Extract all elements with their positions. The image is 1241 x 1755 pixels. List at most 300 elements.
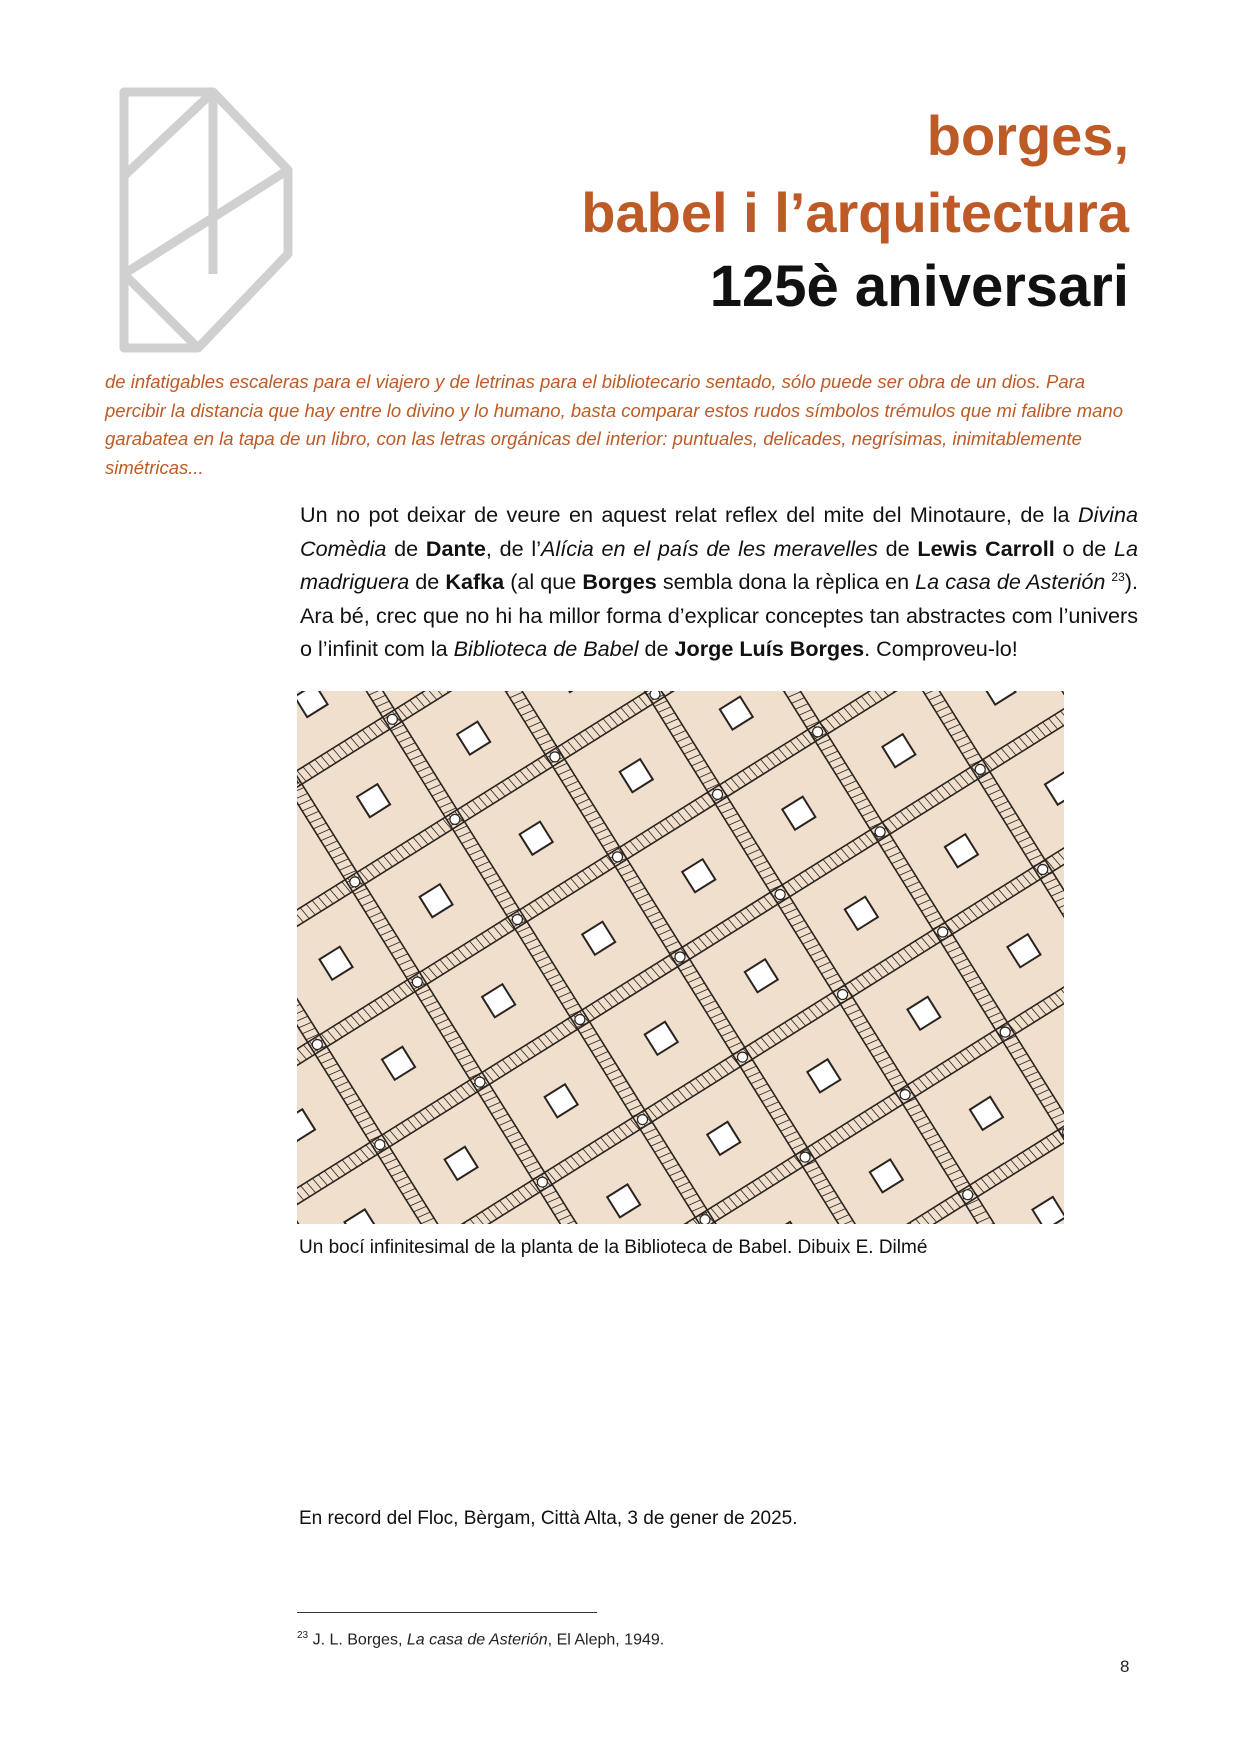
- corridor-line: [684, 971, 697, 977]
- corridor-line: [301, 1186, 310, 1197]
- corridor-line: [583, 1149, 592, 1160]
- corridor-line: [1022, 874, 1031, 885]
- corridor-line: [999, 807, 1012, 813]
- corridor-line: [1033, 1084, 1046, 1090]
- corridor-line: [569, 787, 582, 793]
- corridor-line: [755, 861, 768, 867]
- corridor-line: [615, 711, 624, 722]
- corridor-line: [829, 1134, 838, 1145]
- corridor-line: [357, 1012, 366, 1023]
- corridor-line: [940, 1158, 953, 1164]
- corridor-line: [398, 986, 407, 997]
- corridor-line: [476, 1215, 485, 1224]
- corridor-line: [594, 863, 603, 874]
- corridor-line: [1049, 997, 1058, 1008]
- corridor-line: [597, 1000, 606, 1011]
- corridor-line: [377, 860, 386, 871]
- corridor-line: [473, 856, 486, 862]
- corridor-line: [833, 1209, 846, 1215]
- library-plan-drawing: [297, 691, 1064, 1224]
- corridor-line: [722, 922, 731, 933]
- corridor-line: [1044, 1101, 1057, 1107]
- corridor-line: [719, 1063, 728, 1074]
- corridor-line: [470, 1219, 479, 1224]
- corridor-line: [692, 941, 701, 952]
- corridor-line: [894, 815, 903, 826]
- borges-quote: de infatigables escaleras para el viajero y de letrinas para el bibliotecario sentado, sólo puede ser obra de un dios. Para percibir la distancia que hay entre lo divino y lo humano, basta comparar estos rudos símbolos trémulos que mi falibre mano garabatea en la tapa de un libro, con las letras orgánicas del interior: puntuales, delicades, negrísimas, inimitablemente simétricas...: [105, 371, 1124, 478]
- corridor-line: [580, 805, 593, 811]
- corridor-line: [704, 934, 713, 945]
- corridor-line: [494, 1204, 503, 1215]
- corridor-line: [865, 833, 874, 844]
- corridor-line: [621, 870, 634, 876]
- corridor-line: [692, 760, 705, 766]
- corridor-line: [342, 1160, 351, 1171]
- corridor-line: [514, 774, 523, 785]
- corridor-line: [807, 1167, 820, 1173]
- corridor-line: [437, 1101, 446, 1112]
- corridor-line: [832, 763, 845, 769]
- corridor-line: [452, 952, 461, 963]
- corridor-line: [528, 945, 541, 951]
- corridor-line: [925, 911, 938, 917]
- corridor-line: [947, 1170, 960, 1176]
- corridor-line: [873, 1051, 886, 1057]
- corridor-line: [1043, 722, 1052, 733]
- corridor-line: [508, 1056, 517, 1067]
- corridor-line: [995, 752, 1004, 763]
- corridor-line: [1010, 882, 1019, 893]
- corridor-line: [734, 1193, 743, 1204]
- corridor-line: [540, 962, 553, 968]
- corridor-line: [297, 1193, 298, 1204]
- corridor-line: [909, 945, 918, 956]
- intersection-node: [838, 990, 848, 1000]
- corridor-line: [348, 1156, 357, 1167]
- corridor-line: [478, 797, 487, 808]
- corridor-line: [561, 745, 570, 756]
- intersection-node: [700, 1215, 710, 1224]
- corridor-line: [866, 1039, 879, 1045]
- corridor-line: [336, 859, 349, 865]
- corridor-line: [689, 804, 698, 815]
- corridor-line: [655, 924, 668, 930]
- corridor-line: [766, 756, 775, 767]
- corridor-line: [447, 1037, 460, 1043]
- corridor-line: [365, 1129, 378, 1135]
- corridor-line: [525, 1162, 538, 1168]
- corridor-line: [466, 804, 475, 815]
- corridor-line: [347, 1099, 360, 1105]
- corridor-line: [657, 963, 666, 974]
- corridor-line: [844, 781, 857, 787]
- corridor-line: [449, 1093, 458, 1104]
- hexagon-room: [882, 734, 915, 767]
- corridor-line: [582, 871, 591, 882]
- corridor-line: [431, 1104, 440, 1115]
- corridor-line: [630, 841, 639, 852]
- corridor-line: [395, 731, 408, 737]
- corridor-line: [859, 837, 868, 848]
- corridor-line: [918, 1078, 927, 1089]
- corridor-line: [517, 704, 530, 710]
- corridor-line: [888, 819, 897, 830]
- hexagon-room: [545, 1084, 578, 1117]
- corridor-line: [1029, 1078, 1042, 1084]
- corridor-line: [784, 909, 797, 915]
- corridor-line: [743, 770, 752, 781]
- corridor-line: [858, 805, 871, 811]
- corridor-line: [609, 993, 618, 1004]
- corridor-line: [595, 1141, 604, 1152]
- corridor-line: [434, 691, 443, 696]
- corridor-line: [336, 1164, 345, 1175]
- corridor-line: [624, 1123, 633, 1134]
- corridor-line: [387, 993, 396, 1004]
- corridor-line: [936, 706, 949, 712]
- corridor-line: [603, 841, 616, 847]
- corridor-line: [851, 1015, 864, 1021]
- corridor-line: [1014, 831, 1027, 837]
- corridor-line: [695, 800, 704, 811]
- corridor-line: [978, 1041, 987, 1052]
- corridor-line: [764, 1175, 773, 1186]
- intersection-node: [650, 691, 660, 699]
- corridor-line: [436, 796, 449, 802]
- corridor-line: [562, 1023, 571, 1034]
- corridor-line: [973, 989, 986, 995]
- corridor-line: [948, 1060, 957, 1071]
- corridor-line: [947, 724, 960, 730]
- corridor-line: [297, 912, 303, 923]
- corridor-line: [773, 1114, 786, 1120]
- corridor-line: [867, 693, 876, 704]
- corridor-line: [297, 691, 937, 938]
- corridor-line: [1025, 1072, 1038, 1078]
- corridor-line: [761, 1037, 770, 1048]
- corridor-line: [302, 805, 315, 811]
- corridor-line: [987, 1174, 996, 1185]
- corridor-line: [536, 957, 549, 963]
- corridor-line: [495, 891, 508, 897]
- corridor-line: [297, 1049, 306, 1060]
- corridor-line: [633, 700, 642, 711]
- intersection-node: [638, 1115, 648, 1125]
- corridor-line: [432, 1013, 445, 1019]
- corridor-line: [680, 965, 693, 971]
- body-paragraph: Un no pot deixar de veure en aquest relat reflex del mite del Minotaure, de la Divina Comèdia de Dante, de l’Alícia en el país de les meravelles de Lewis Carroll o de La madriguera de Kafka (al que Borges sembla dona la rèplica en La casa de Asterión $^{23}$). Ara bé, crec que no hi ha millor forma d’explicar conceptes tan abstractes com l’univers o l’infinit com la Biblioteca de Babel de Jorge Luís Borges. Comproveu-lo!: [300, 502, 1138, 662]
- corridor-line: [690, 1082, 699, 1093]
- corridor-line: [988, 1012, 1001, 1018]
- corridor-line: [951, 1176, 964, 1182]
- corridor-line: [1010, 1048, 1023, 1054]
- corridor-line: [817, 863, 826, 874]
- corridor-line: [333, 748, 342, 759]
- corridor-line: [856, 978, 865, 989]
- corridor-line: [936, 789, 945, 800]
- corridor-line: [354, 1152, 363, 1163]
- corridor-line: [810, 1173, 823, 1179]
- corridor-line: [871, 1108, 880, 1119]
- intersection-node: [775, 890, 785, 900]
- corridor-line: [517, 1150, 530, 1156]
- corridor-line: [591, 726, 600, 737]
- corridor-line: [421, 1218, 434, 1224]
- corridor-line: [916, 1219, 925, 1224]
- corridor-line: [640, 900, 653, 906]
- hexagon-room: [520, 822, 553, 855]
- corridor-line: [673, 731, 686, 737]
- corridor-line: [565, 882, 574, 893]
- corridor-line: [744, 1066, 757, 1072]
- corridor-line: [784, 745, 793, 756]
- corridor-line: [853, 1119, 862, 1130]
- corridor-line: [558, 992, 571, 998]
- corridor-line: [592, 1046, 605, 1052]
- corridor-line: [440, 1025, 453, 1031]
- corridor-line: [758, 1090, 771, 1096]
- footnote-ref[interactable]: 23: [1111, 570, 1125, 584]
- corridor-line: [403, 1188, 416, 1194]
- corridor-line: [506, 1197, 515, 1208]
- corridor-line: [376, 701, 389, 707]
- corridor-line: [687, 1223, 696, 1224]
- hexagon-room: [1032, 1197, 1064, 1224]
- corridor-line: [959, 965, 972, 971]
- corridor-line: [660, 1100, 669, 1111]
- corridor-line: [395, 1177, 408, 1183]
- corridor-line: [643, 1129, 656, 1135]
- title-line-2: babel i l’arquitectura: [581, 181, 1129, 244]
- corridor-line: [551, 1203, 564, 1209]
- intersection-node: [450, 814, 460, 824]
- corridor-line: [419, 834, 428, 845]
- corridor-line: [955, 736, 968, 742]
- corridor-line: [936, 1067, 945, 1078]
- corridor-line: [847, 1010, 860, 1016]
- corridor-line: [841, 1126, 850, 1137]
- corridor-line: [684, 748, 697, 754]
- hexagon-room: [457, 722, 490, 755]
- corridor-line: [658, 707, 671, 713]
- corridor-line: [413, 761, 426, 767]
- corridor-line: [981, 1000, 994, 1006]
- corridor-line: [912, 804, 921, 815]
- corridor-line: [692, 983, 705, 989]
- corridor-line: [885, 691, 894, 692]
- intersection-node: [475, 1077, 485, 1087]
- corridor-line: [493, 926, 502, 937]
- corridor-line: [532, 951, 545, 957]
- corridor-line: [951, 953, 964, 959]
- corridor-line: [944, 941, 957, 947]
- corridor-line: [647, 1135, 660, 1141]
- corridor-line: [312, 900, 321, 911]
- corridor-line: [419, 1112, 428, 1123]
- corridor-line: [853, 841, 862, 852]
- hexagon-room: [297, 691, 328, 717]
- corridor-line: [306, 811, 319, 817]
- corridor-line: [821, 745, 834, 751]
- corridor-line: [525, 716, 538, 722]
- corridor-line: [354, 1111, 367, 1117]
- hexagon-room: [345, 1209, 378, 1224]
- corridor-line: [300, 908, 309, 919]
- corridor-line: [734, 915, 743, 926]
- intersection-node: [1000, 1027, 1010, 1037]
- corridor-line: [502, 1060, 511, 1071]
- corridor-line: [380, 930, 393, 936]
- corridor-line: [556, 1026, 565, 1037]
- corridor-line: [571, 878, 580, 889]
- hexagon-room: [945, 834, 978, 867]
- corridor-line: [606, 1069, 619, 1075]
- corridor-line: [521, 933, 534, 939]
- hexagon-room: [1007, 934, 1040, 967]
- corridor-line: [962, 971, 975, 977]
- corridor-line: [543, 968, 556, 974]
- corridor-line: [829, 1203, 842, 1209]
- corridor-line: [899, 691, 1064, 1089]
- corridor-line: [910, 888, 923, 894]
- corridor-line: [503, 903, 516, 909]
- corridor-line: [325, 841, 338, 847]
- corridor-line: [903, 948, 912, 959]
- corridor-line: [924, 1074, 933, 1085]
- corridor-line: [600, 860, 609, 871]
- corridor-line: [740, 1189, 749, 1200]
- corridor-line: [538, 759, 547, 770]
- corridor-line: [440, 960, 449, 971]
- corridor-line: [710, 930, 719, 941]
- corridor-line: [362, 730, 371, 741]
- corridor-line: [947, 947, 960, 953]
- corridor-line: [680, 742, 693, 748]
- corridor-line: [1001, 748, 1010, 759]
- corridor-line: [1055, 993, 1064, 1004]
- corridor-line: [577, 799, 590, 805]
- corridor-line: [954, 1056, 963, 1067]
- corridor-line: [1018, 837, 1031, 843]
- corridor-line: [1013, 741, 1022, 752]
- corridor-line: [1052, 1134, 1061, 1145]
- corridor-line: [729, 820, 742, 826]
- corridor-line: [784, 691, 797, 692]
- corridor-line: [758, 1178, 767, 1189]
- corridor-line: [1014, 1054, 1027, 1060]
- corridor-line: [703, 1001, 716, 1007]
- corridor-line: [677, 1182, 690, 1188]
- corridor-line: [607, 1134, 616, 1145]
- closing-dedication: En record del Floc, Bèrgam, Città Alta, 3 de gener de 2025.: [299, 1508, 798, 1529]
- corridor-line: [462, 838, 475, 844]
- corridor-line: [1059, 902, 1065, 908]
- corridor-line: [472, 800, 481, 811]
- corridor-line: [584, 1034, 597, 1040]
- corridor-line: [897, 952, 906, 963]
- corridor-line: [621, 708, 630, 719]
- corridor-line: [588, 817, 601, 823]
- corridor-line: [512, 1193, 521, 1204]
- corridor-line: [966, 1048, 975, 1059]
- corridor-line: [325, 1064, 338, 1070]
- corridor-line: [874, 967, 883, 978]
- corridor-line: [781, 1125, 794, 1131]
- corridor-line: [918, 1122, 931, 1128]
- corridor-line: [925, 691, 938, 694]
- corridor-line: [591, 823, 604, 829]
- corridor-line: [480, 1090, 493, 1096]
- corridor-line: [297, 762, 561, 1224]
- hexagon-room: [907, 997, 940, 1030]
- corridor-line: [351, 1015, 360, 1026]
- corridor-line: [888, 1075, 901, 1081]
- corridor-line: [345, 1019, 354, 1030]
- corridor-line: [1025, 849, 1038, 855]
- corridor-line: [795, 704, 808, 710]
- corridor-line: [677, 811, 686, 822]
- corridor-line: [306, 904, 315, 915]
- corridor-line: [958, 742, 971, 748]
- corridor-line: [488, 879, 501, 885]
- corridor-line: [714, 1019, 727, 1025]
- corridor-line: [373, 918, 386, 924]
- corridor-line: [836, 1215, 849, 1221]
- corridor-line: [907, 882, 920, 888]
- corridor-line: [520, 1049, 529, 1060]
- corridor-line: [313, 823, 326, 829]
- corridor-line: [770, 1171, 779, 1182]
- corridor-line: [999, 1167, 1008, 1178]
- corridor-line: [944, 718, 957, 724]
- corridor-line: [930, 793, 939, 804]
- corridor-line: [310, 817, 323, 823]
- corridor-line: [823, 1137, 832, 1148]
- corridor-line: [1004, 885, 1013, 896]
- corridor-line: [464, 1223, 473, 1224]
- corridor-line: [758, 900, 767, 911]
- corridor-line: [796, 737, 805, 748]
- corridor-line: [881, 1063, 894, 1069]
- corridor-line: [317, 829, 330, 835]
- corridor-line: [1055, 896, 1064, 902]
- page-number: 8: [1120, 1657, 1130, 1676]
- corridor-line: [792, 920, 805, 926]
- corridor-line: [1061, 989, 1064, 1000]
- corridor-line: [761, 759, 770, 770]
- corridor-line: [636, 894, 649, 900]
- corridor-line: [413, 1115, 422, 1126]
- corridor-line: [414, 1206, 427, 1212]
- corridor-line: [825, 1197, 838, 1203]
- hexagon-room: [845, 897, 878, 930]
- corridor-line: [681, 1188, 694, 1194]
- corridor-line: [499, 897, 512, 903]
- corridor-line: [327, 752, 336, 763]
- corridor-line: [632, 888, 645, 894]
- corridor-line: [384, 936, 397, 942]
- hexagon-room: [782, 797, 815, 830]
- hexagon-room: [482, 984, 515, 1017]
- hexagon-room: [982, 691, 1015, 705]
- corridor-line: [695, 766, 708, 772]
- corridor-line: [1018, 1060, 1031, 1066]
- hexagon-room: [870, 1159, 903, 1192]
- corridor-line: [683, 808, 692, 819]
- intersection-node: [350, 877, 360, 887]
- corridor-line: [496, 785, 505, 796]
- corridor-line: [818, 962, 831, 968]
